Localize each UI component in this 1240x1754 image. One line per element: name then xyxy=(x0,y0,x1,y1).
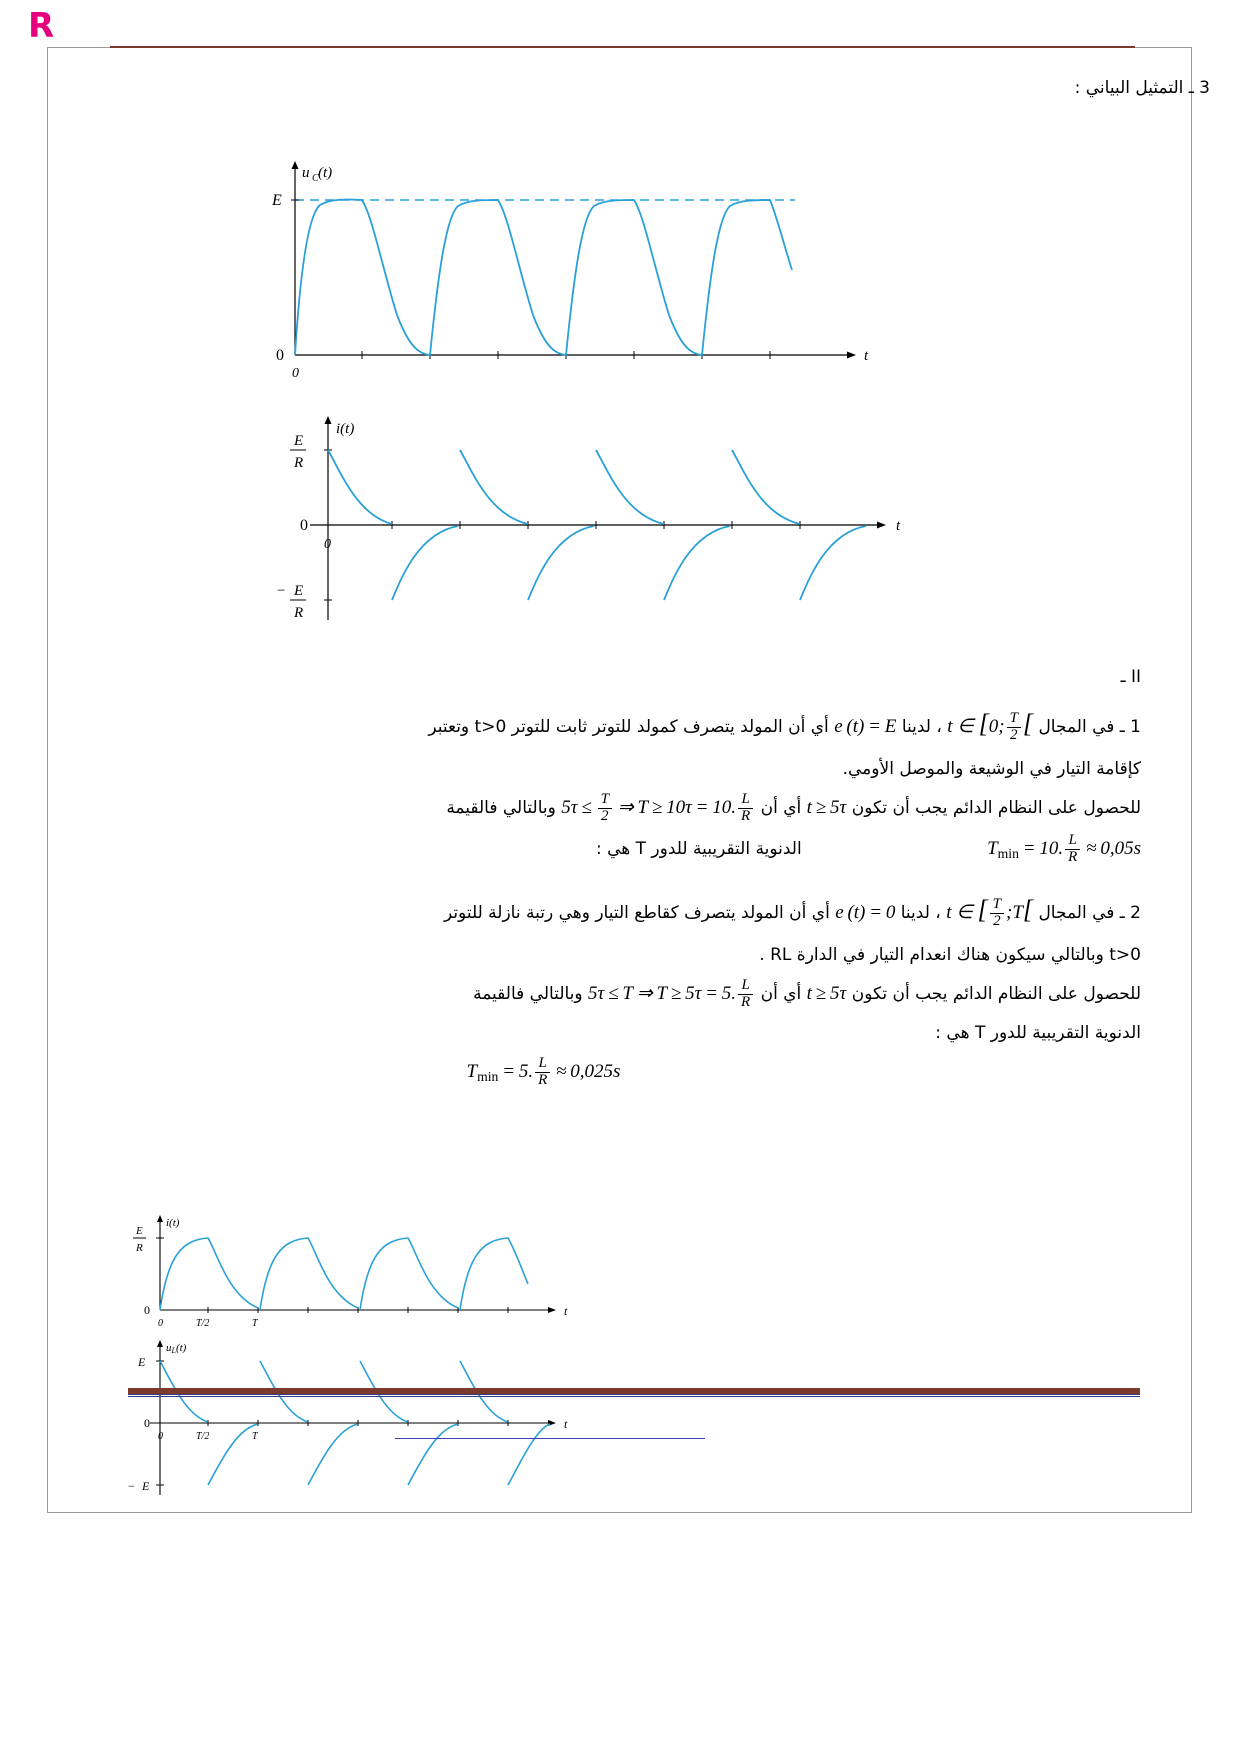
i-graph-svg xyxy=(250,405,930,655)
svg-text:t: t xyxy=(564,1417,568,1431)
p1-equation: e (t) = E xyxy=(834,715,897,737)
paragraph-4 xyxy=(66,830,1141,869)
p1-part-b: ، لدينا xyxy=(901,716,942,737)
section-title: II ـ xyxy=(1120,667,1141,687)
svg-text:i(t): i(t) xyxy=(336,421,355,437)
svg-text:u: u xyxy=(302,165,310,181)
footer-rule xyxy=(128,1388,1140,1395)
svg-text:−: − xyxy=(277,583,286,599)
header-rule xyxy=(110,46,1135,48)
svg-text:T: T xyxy=(252,1318,258,1329)
svg-text:R: R xyxy=(294,605,304,621)
p4-part-a: الدنوية التقريبية للدور T هي : xyxy=(595,838,802,859)
svg-text:−: − xyxy=(128,1479,135,1493)
p1-part-a: 1 ـ في المجال xyxy=(1038,716,1141,737)
p7-part-b: أي أن xyxy=(760,984,802,1004)
i-of-t-graph-rl xyxy=(110,1210,610,1345)
svg-text:t: t xyxy=(864,348,869,364)
p5-part-a: 2 ـ في المجال xyxy=(1038,902,1141,923)
brand-logo: R xyxy=(28,6,54,46)
svg-text:0: 0 xyxy=(158,1431,163,1442)
p3-condition: t ≥ 5τ xyxy=(806,796,847,818)
paragraph-8: الدنوية التقريبية للدور T هي : xyxy=(935,1022,1141,1043)
svg-text:C: C xyxy=(312,173,319,184)
page-heading: 3 ـ التمثيل البياني : xyxy=(1074,78,1210,98)
svg-text:T/2: T/2 xyxy=(196,1431,210,1442)
uc-graph-svg xyxy=(250,155,890,385)
svg-text:E: E xyxy=(294,433,304,449)
p5-equation: e (t) = 0 xyxy=(835,901,896,923)
svg-text:0: 0 xyxy=(300,517,308,534)
p5-part-b: ، لدينا xyxy=(900,902,941,923)
svg-text:t: t xyxy=(896,518,901,534)
svg-text:i(t): i(t) xyxy=(166,1217,180,1229)
p7-equation: 5τ ≤ T ⇒ T ≥ 5τ = 5. $\frac{L}{R}$ xyxy=(588,975,755,1014)
svg-text:t: t xyxy=(564,1304,568,1318)
svg-text:E: E xyxy=(142,1479,150,1493)
p5-interval: t ∈ [ $\frac{T}{2}$ ;T[ xyxy=(946,894,1034,929)
svg-text:0: 0 xyxy=(144,1416,150,1430)
paragraph-3 xyxy=(66,789,1141,828)
svg-text:R: R xyxy=(136,1242,143,1254)
uc-of-t-graph xyxy=(250,155,890,390)
paragraph-7 xyxy=(66,975,1141,1014)
svg-text:E: E xyxy=(272,192,282,209)
paragraph-8-equation: $T_{min} = 5$. $\frac{L}{R}$ ≈ 0,025s xyxy=(466,1055,621,1088)
p1-interval: t ∈ [0; $\frac{T}{2}$ [ xyxy=(947,708,1034,743)
paragraph-6: t>0 وبالتالي سيكون هناك انعدام التيار في الدارة RL . xyxy=(759,945,1141,966)
svg-text:(t): (t) xyxy=(318,165,333,181)
i-rl-graph-svg xyxy=(110,1210,610,1340)
p7-part-a: للحصول على النظام الدائم يجب أن تكون xyxy=(851,984,1141,1004)
paragraph-5 xyxy=(66,883,1141,936)
p3-part-b: أي أن xyxy=(760,797,802,818)
p7-part-c: وبالتالي فالقيمة xyxy=(473,984,583,1004)
ul-of-t-graph xyxy=(110,1335,610,1520)
ul-graph-svg xyxy=(110,1335,610,1515)
paragraph-1 xyxy=(66,697,1141,750)
p4-equation: $T_{min} = 10$. $\frac{L}{R}$ ≈ 0,05s xyxy=(987,832,1141,866)
svg-text:uL(t): uL(t) xyxy=(166,1342,187,1355)
svg-text:0: 0 xyxy=(324,537,331,552)
i-of-t-graph xyxy=(250,405,930,660)
p1-part-c: أي أن المولد يتصرف كمولد للتوتر ثابت للتوتر t>0 وتعتبر xyxy=(428,716,829,737)
svg-text:E: E xyxy=(138,1355,146,1369)
footer-link-underline[interactable] xyxy=(395,1437,705,1439)
svg-text:T/2: T/2 xyxy=(196,1318,210,1329)
svg-text:T: T xyxy=(252,1431,258,1442)
p7-condition: t ≥ 5τ xyxy=(806,983,847,1004)
section-two xyxy=(66,660,1141,1094)
svg-text:E: E xyxy=(136,1225,143,1237)
svg-text:0: 0 xyxy=(158,1318,163,1329)
footer-rule-secondary xyxy=(128,1396,1140,1397)
paragraph-2: كإقامة التيار في الوشيعة والموصل الأومي. xyxy=(842,759,1141,780)
p3-part-a: للحصول على النظام الدائم يجب أن تكون xyxy=(851,797,1141,818)
svg-text:0: 0 xyxy=(144,1303,150,1317)
p5-part-c: أي أن المولد يتصرف كقاطع التيار وهي رتبة نازلة للتوتر xyxy=(443,902,830,923)
svg-text:R: R xyxy=(294,455,304,471)
svg-text:0: 0 xyxy=(276,347,284,364)
p3-equation: 5τ ≤ $\frac{T}{2}$ ⇒ T ≥ 10τ = 10. $\frac{L}{R}$ xyxy=(561,789,755,828)
p3-part-c: وبالتالي فالقيمة xyxy=(446,797,556,818)
svg-text:E: E xyxy=(294,583,304,599)
svg-text:0: 0 xyxy=(292,366,299,381)
